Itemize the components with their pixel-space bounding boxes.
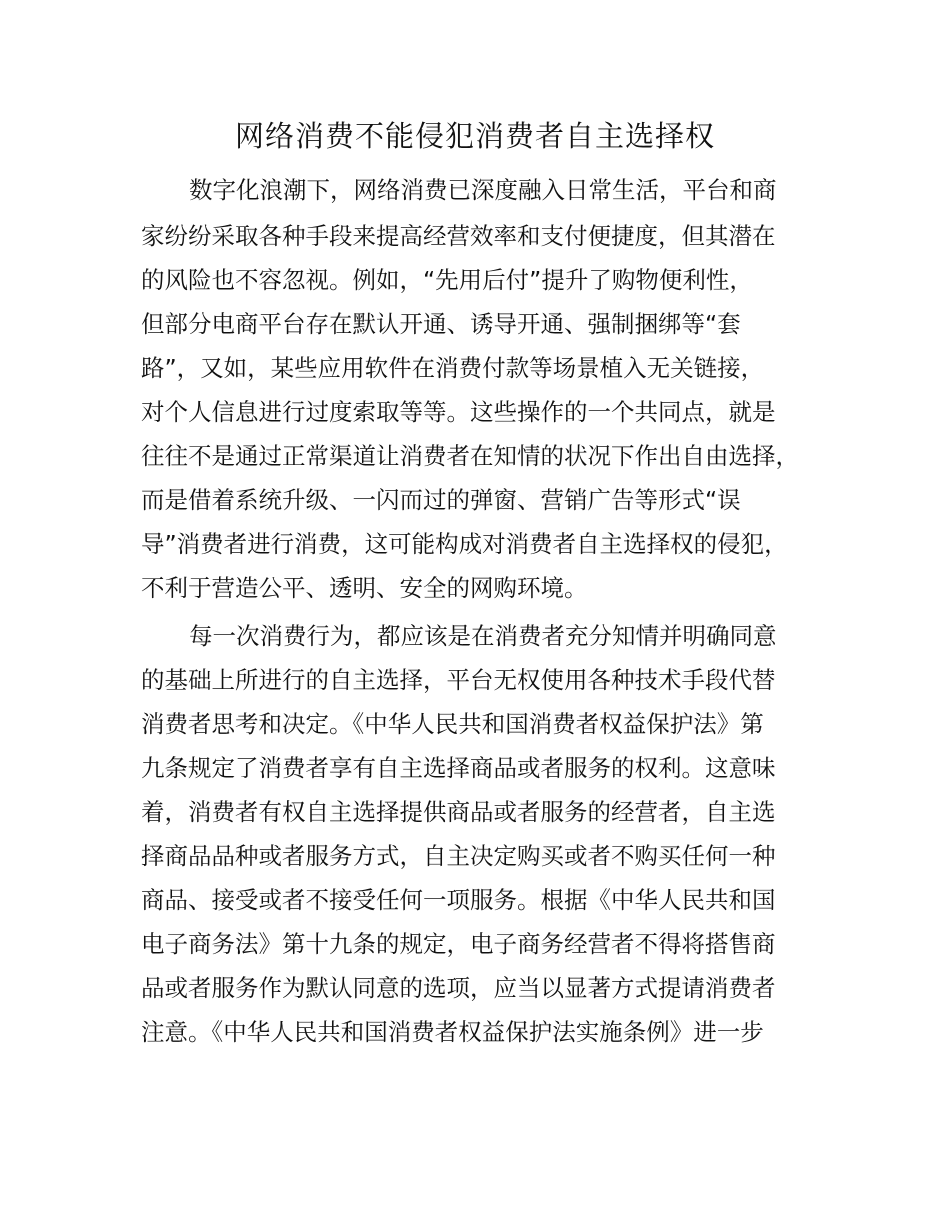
paragraph-line: 商品、接受或者不接受任何一项服务。根据《中华人民共和国 [141, 886, 776, 914]
paragraph-line: 但部分电商平台存在默认开通、诱导开通、强制捆绑等“套 [141, 310, 741, 338]
paragraph-line: 择商品品种或者服务方式，自主决定购买或者不购买任何一种 [141, 842, 776, 870]
paragraph-line: 着，消费者有权自主选择提供商品或者服务的经营者，自主选 [141, 798, 776, 826]
paragraph-line: 往往不是通过正常渠道让消费者在知情的状况下作出自由选择， [141, 442, 799, 470]
paragraph-line: 的基础上所进行的自主选择，平台无权使用各种技术手段代替 [141, 666, 776, 694]
paragraph-line: 而是借着系统升级、一闪而过的弹窗、营销广告等形式“误 [141, 486, 741, 514]
document-title: 网络消费不能侵犯消费者自主选择权 [234, 119, 715, 153]
paragraph-line: 不利于营造公平、透明、安全的网购环境。 [141, 574, 588, 602]
paragraph-line: 九条规定了消费者享有自主选择商品或者服务的权利。这意味 [141, 754, 776, 782]
paragraph-line: 电子商务法》第十九条的规定，电子商务经营者不得将搭售商 [141, 930, 776, 958]
paragraph-line: 数字化浪潮下，网络消费已深度融入日常生活，平台和商 [189, 176, 777, 204]
paragraph-line: 的风险也不容忽视。例如，“先用后付”提升了购物便利性， [141, 266, 753, 294]
paragraph-line: 每一次消费行为，都应该是在消费者充分知情并明确同意 [189, 622, 777, 650]
paragraph-line: 品或者服务作为默认同意的选项，应当以显著方式提请消费者 [141, 974, 776, 1002]
paragraph-line: 路”，又如，某些应用软件在消费付款等场景植入无关链接， [141, 354, 765, 382]
paragraph-line: 注意。《中华人民共和国消费者权益保护法实施条例》进一步 [141, 1018, 764, 1046]
paragraph-line: 对个人信息进行过度索取等等。这些操作的一个共同点，就是 [141, 398, 776, 426]
paragraph-line: 消费者思考和决定。《中华人民共和国消费者权益保护法》第 [141, 710, 764, 738]
paragraph-line: 家纷纷采取各种手段来提高经营效率和支付便捷度，但其潜在 [141, 222, 776, 250]
paragraph-line: 导”消费者进行消费，这可能构成对消费者自主选择权的侵犯， [141, 530, 788, 558]
